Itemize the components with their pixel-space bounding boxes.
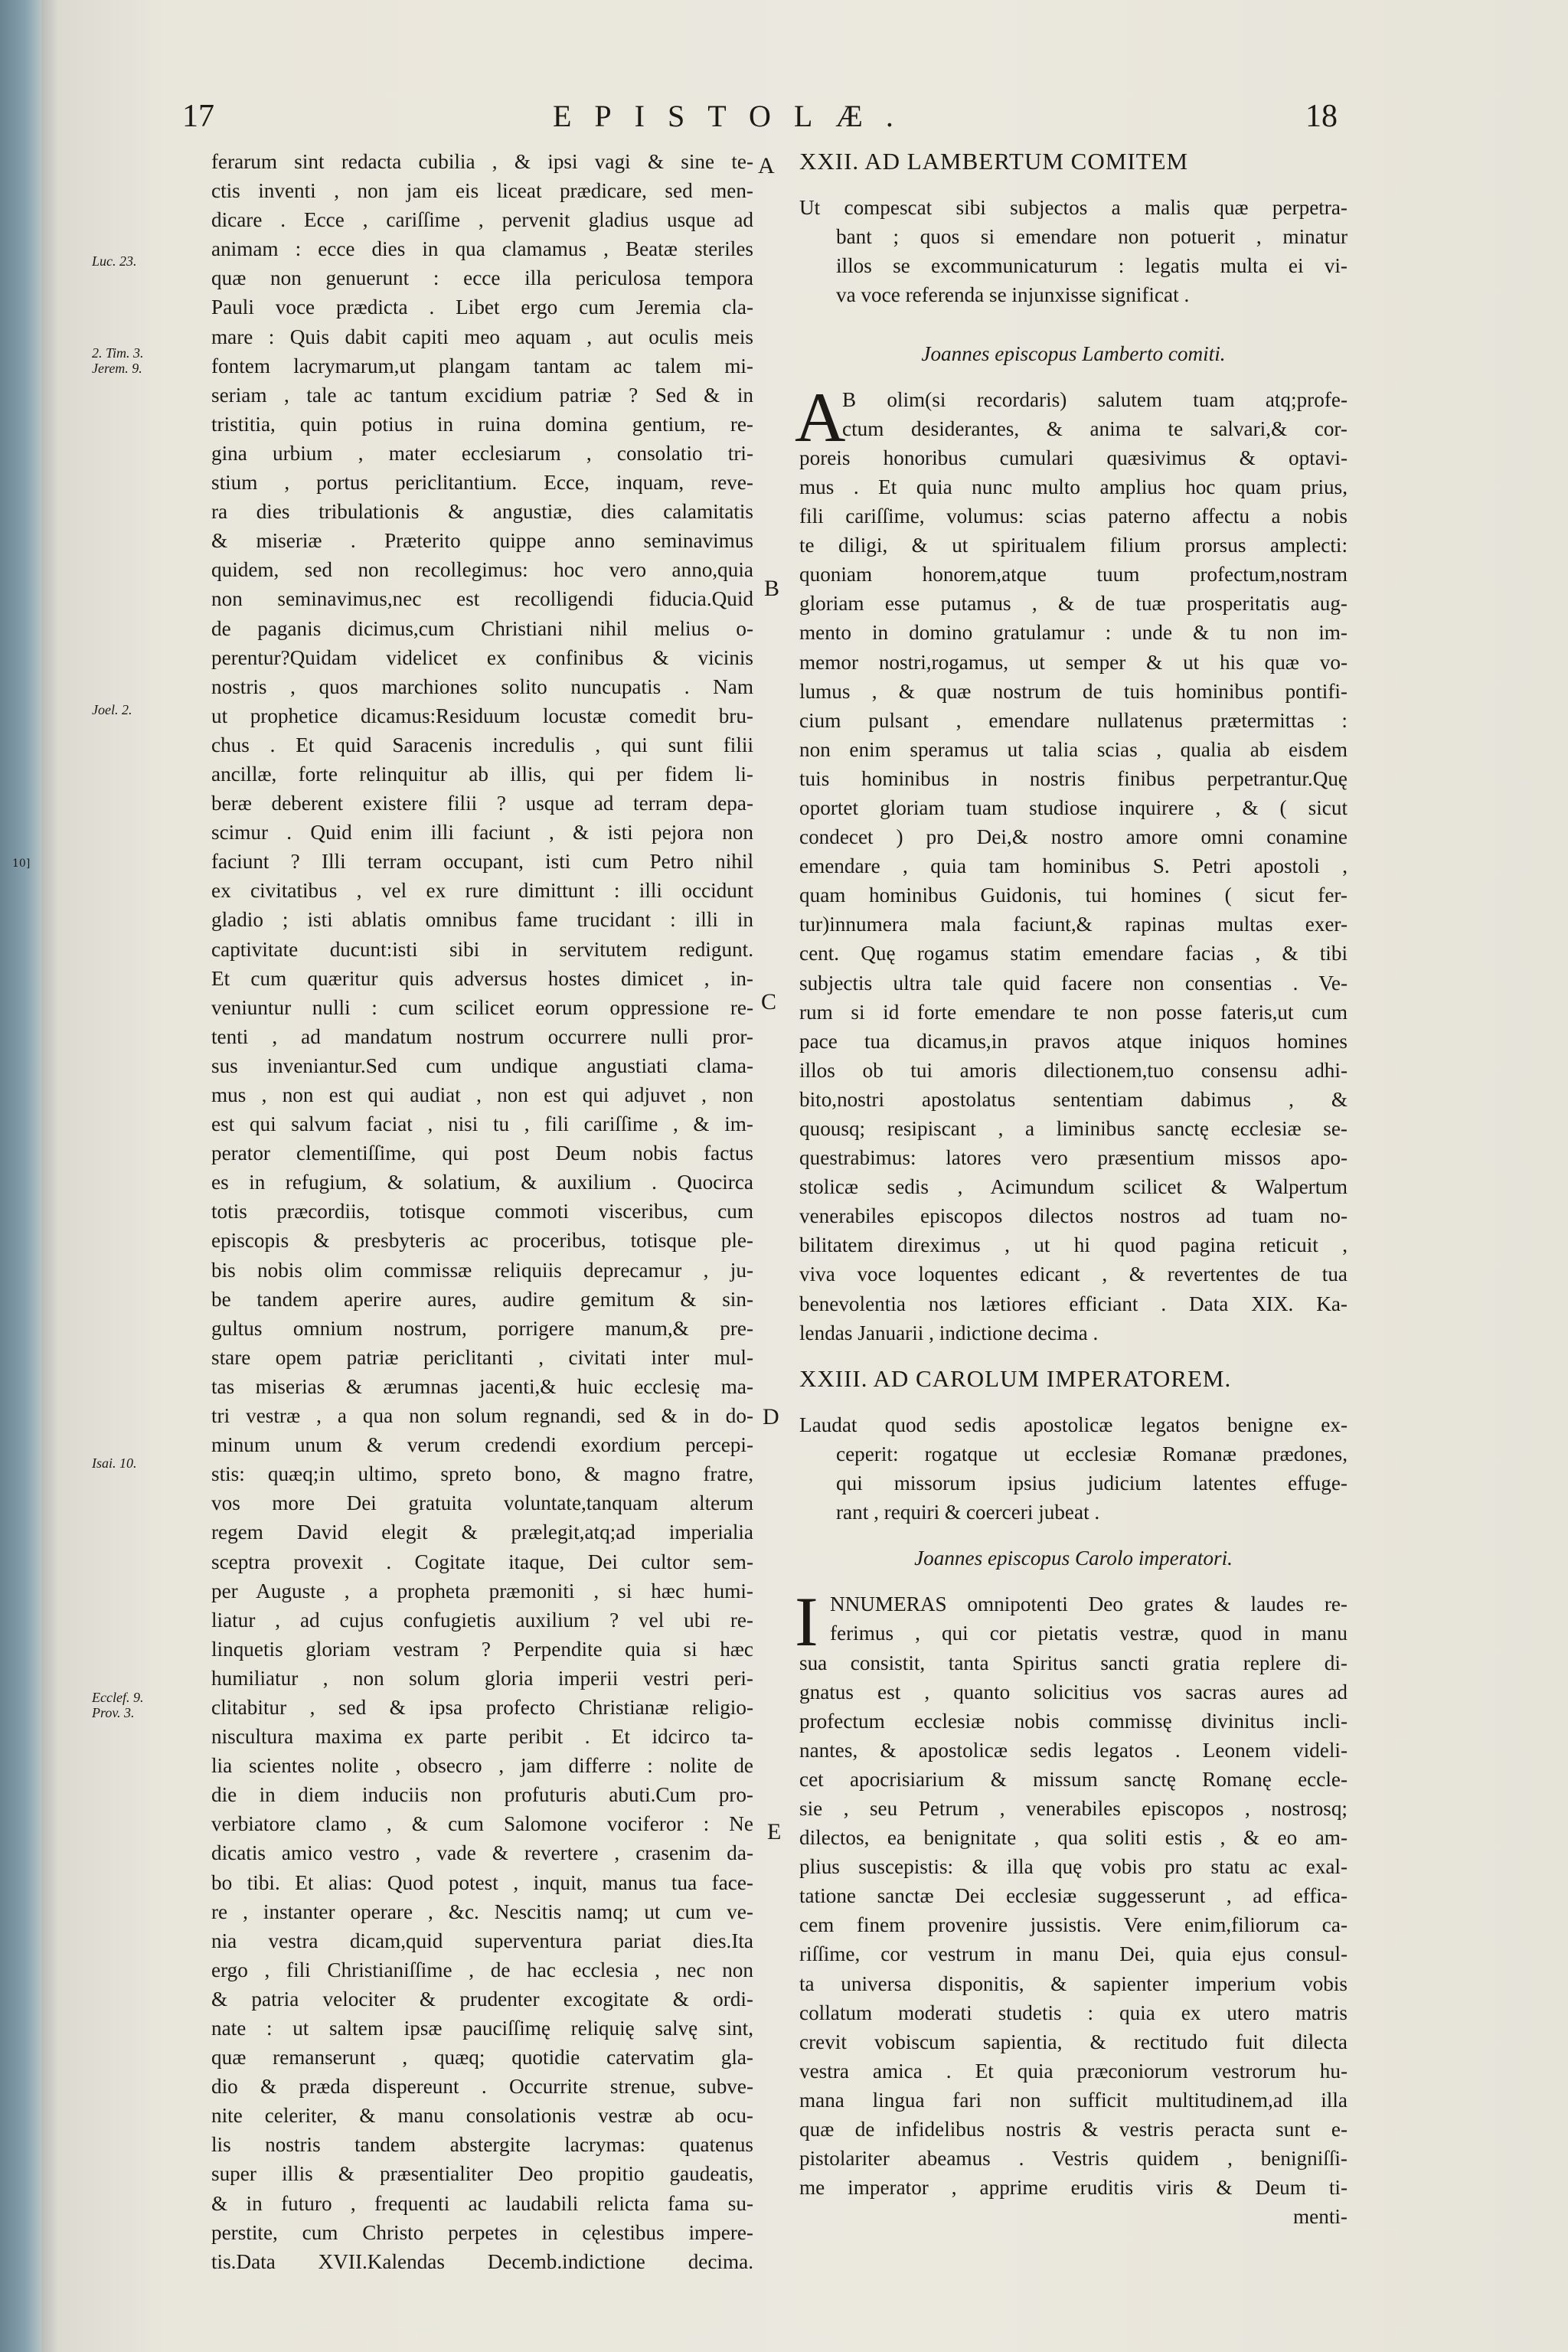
text-line: dicare . Ecce , cariſſime , pervenit gladius usque ad: [211, 208, 753, 232]
summary-line: bant ; quos si emendare non potuerit , minatur: [836, 225, 1348, 249]
page-gutter-shadow: [41, 0, 58, 2352]
text-line: super illis & præsentialiter Deo propitio gaudeatis,: [211, 2162, 753, 2186]
text-line: ta universa disponitis, & sapienter imperium vobis: [799, 1971, 1348, 1995]
text-line: die in diem induciis non profuturis abuti.Cum pro-: [211, 1783, 753, 1807]
text-line: subjectis ultra tale quid facere non consentias . Ve-: [799, 971, 1348, 995]
text-line: mus , non est qui audiat , non est qui adjuvet , non: [211, 1083, 753, 1106]
page-number-left: 17: [182, 99, 214, 134]
text-line: fili cariſſime, volumus: scias paterno affectu a nobis: [799, 505, 1348, 528]
text-line: seriam , tale ac tantum excidium patriæ ? Sed & in: [211, 383, 753, 407]
text-line: pace tua dicamus,in pravos atque iniquos homines: [799, 1029, 1348, 1053]
text-line: plius suscepistis: & illa quę vobis pro statu ac exal-: [799, 1855, 1348, 1879]
text-line: quousq; resipiscant , a liminibus sanctę ecclesiæ se-: [799, 1117, 1348, 1140]
summary-line: illos se excommunicaturum : legatis multa ei vi-: [836, 254, 1348, 278]
text-line: stare opem patriæ periclitanti , civitati inter mul-: [211, 1345, 753, 1369]
text-line: sus inveniantur.Sed cum undique angustiati clama-: [211, 1054, 753, 1077]
summary-line: Laudat quod sedis apostolicæ legatos benigne ex-: [799, 1413, 1348, 1436]
text-line: mana lingua fari non sufficit multitudinem,ad illa: [799, 2088, 1348, 2112]
drop-cap: I: [795, 1583, 818, 1661]
text-line: stolicæ sedis , Acimundum scilicet & Walpertum: [799, 1175, 1348, 1199]
text-line: per Auguste , a propheta præmoniti , si hæc humi-: [211, 1579, 753, 1602]
text-line: cium pulsant , emendare nullatenus prætermittas :: [799, 708, 1348, 732]
text-line: ancillæ, forte relinquitur ab illis, qui per fidem li-: [211, 762, 753, 786]
text-line: liatur , ad cujus confugietis auxilium ? vel ubi re-: [211, 1608, 753, 1632]
text-line: quæ remanserunt , quæq; quotidie catervatim gla-: [211, 2046, 753, 2069]
section-mark-e: E: [767, 1819, 782, 1844]
text-line: be tandem aperire aures, audire gemitum & sin-: [211, 1287, 753, 1311]
letter-23-salutation: Joannes episcopus Carolo imperatori.: [914, 1547, 1233, 1570]
section-mark-d: D: [763, 1404, 779, 1429]
text-line: lis nostris tandem abstergite lacrymas: quatenus: [211, 2133, 753, 2157]
text-line: fontem lacrymarum,ut plangam tantam ac talem mi-: [211, 354, 753, 377]
text-line: crevit vobiscum sapientia, & rectitudo fuit dilecta: [799, 2030, 1348, 2053]
text-line: perstite, cum Christo perpetes in cęlestibus impere-: [211, 2220, 753, 2244]
text-line: questrabimus: latores vero præsentium missos apo-: [799, 1146, 1348, 1170]
text-line: illos ob tui amoris dilectionem,tuo consensu adhi-: [799, 1058, 1348, 1082]
text-line: cent. Quę rogamus statim emendare facias , & tibi: [799, 942, 1348, 965]
text-line: beræ deberent existere filii ? usque ad terram depa-: [211, 792, 753, 815]
text-line: collatum moderati studetis : quia ex utero matris: [799, 2001, 1348, 2024]
letter-22-body: [795, 377, 1348, 1348]
text-line: dicatis amico vestro , vade & revertere , crasenim da-: [211, 1841, 753, 1865]
text-line: mare : Quis dabit capiti meo aquam , aut oculis meis: [211, 325, 753, 348]
text-line: totis præcordiis, totisque commoti visceribus, cum: [211, 1200, 753, 1223]
text-line: de paganis dicimus,cum Christiani nihil melius o-: [211, 616, 753, 640]
summary-line: va voce referenda se injunxisse significat .: [836, 283, 1190, 307]
text-line: viva voce loquentes edicant , & revertentes de tua: [799, 1263, 1348, 1286]
catchword: menti-: [1293, 2205, 1348, 2229]
text-line: Pauli voce prædicta . Libet ergo cum Jeremia cla-: [211, 296, 753, 319]
letter-22-title: XXII. AD LAMBERTUM COMITEM: [799, 148, 1189, 175]
drop-cap: A: [795, 377, 846, 456]
text-line: te diligi, & ut spiritualem filium prorsus amplecti:: [799, 534, 1348, 557]
text-line: sceptra provexit . Cogitate itaque, Dei cultor sem-: [211, 1550, 753, 1573]
text-line: es in refugium, & solatium, & auxilium . Quocirca: [211, 1171, 753, 1194]
text-line: sua consistit, tanta Spiritus sancti gratia replere di-: [799, 1651, 1348, 1674]
margin-note: Prov. 3.: [92, 1705, 135, 1720]
text-line: pistolariter abeamus . Vestris quidem , benigniſſi-: [799, 2147, 1348, 2171]
text-line: ferimus , qui cor pietatis vestræ, quod in manu: [830, 1622, 1348, 1645]
margin-note: Luc. 23.: [92, 253, 137, 269]
text-line: bito,nostri apostolatus sententiam dabimus , &: [799, 1087, 1348, 1111]
text-line: memor nostri,rogamus, ut semper & ut his quæ vo-: [799, 650, 1348, 674]
text-line: niscultura maxima ex parte peribit . Et idcirco ta-: [211, 1725, 753, 1749]
text-line: nia vestra dicam,quid superventura pariat dies.Ita: [211, 1929, 753, 1952]
text-line: animam : ecce dies in qua clamamus , Beatæ steriles: [211, 237, 753, 261]
text-line: tenti , ad mandatum nostrum occurrere nulli pror-: [211, 1024, 753, 1048]
text-line: ex civitatibus , vel ex rure dimittunt : illi occidunt: [211, 879, 753, 903]
text-line: quam hominibus Guidonis, tui homines ( sicut fer-: [799, 884, 1348, 907]
text-line: captivitate ducunt:isti sibi in servitutem redigunt.: [211, 937, 753, 961]
left-column: [211, 147, 753, 2276]
text-line: quæ non genuerunt : ecce illa periculosa tempora: [211, 266, 753, 290]
text-line: gloriam esse putamus , & de tuæ prosperitatis aug-: [799, 592, 1348, 616]
letter-23-body: [795, 1583, 1348, 2202]
text-line: nantes, & apostolicæ sedis legatos . Leonem videli-: [799, 1738, 1348, 1762]
text-line: tur)innumera mala faciunt,& rapinas multas exer-: [799, 913, 1348, 936]
text-line: dio & præda dispereunt . Occurrite strenue, subve-: [211, 2075, 753, 2099]
text-line: quoniam honorem,atque tuum profectum,nostram: [799, 563, 1348, 586]
text-line: riſſime, cor vestrum in manu Dei, quia ejus consul-: [799, 1942, 1348, 1966]
text-line: tuis hominibus in nostris finibus perpetrantur.Quę: [799, 766, 1348, 790]
text-line: ctum desiderantes, & anima te salvari,& cor-: [842, 416, 1348, 440]
text-line: me imperator , apprime eruditis viris & Deum ti-: [799, 2176, 1348, 2200]
text-line: linquetis gloriam vestram ? Perpendite quia si hæc: [211, 1637, 753, 1661]
text-line: nite celeriter, & manu consolationis vestræ ab ocu-: [211, 2104, 753, 2128]
text-line: lendas Januarii , indictione decima .: [799, 1321, 1099, 1344]
text-line: cet apocrisiarium & missum sanctę Romanę eccle-: [799, 1767, 1348, 1791]
text-line: ergo , fili Christianiſſime , de hac ecclesia , nec non: [211, 1958, 753, 1981]
text-line: venerabiles episcopos dilectos nostros ad tuam no-: [799, 1204, 1348, 1228]
text-line: tristitia, quin potius in ruina domina gentium, re-: [211, 412, 753, 436]
section-mark-c: C: [761, 989, 777, 1014]
text-line: vos more Dei gratuita voluntate,tanquam alterum: [211, 1491, 753, 1515]
text-line: cem finem provenire jussistis. Vere enim,filiorum ca-: [799, 1913, 1348, 1937]
text-line: tatione sanctæ Dei ecclesiæ suggesserunt , ad effica-: [799, 1884, 1348, 1908]
text-line: scimur . Quid enim illi faciunt , & isti pejora non: [211, 821, 753, 844]
text-line: nostris , quos marchiones solito nuncupatis . Nam: [211, 675, 753, 698]
text-line: non enim speramus ut talia scias , qualia ab eisdem: [799, 737, 1348, 761]
text-line: ctis inventi , non jam eis liceat prædicare, sed men-: [211, 179, 753, 203]
text-line: profectum ecclesiæ nobis commissę divinitus incli-: [799, 1709, 1348, 1733]
summary-line: qui missorum ipsius judicium latentes effuge-: [836, 1472, 1348, 1495]
text-line: emendare , quia tam hominibus S. Petri apostoli ,: [799, 854, 1348, 878]
summary-line: rant , requiri & coerceri jubeat .: [836, 1501, 1100, 1524]
text-line: stium , portus periclitantium. Ecce, inquam, reve-: [211, 471, 753, 495]
text-line: nate : ut saltem ipsæ pauciſſimę reliquię salvę sint,: [211, 2017, 753, 2040]
text-line: mus . Et quia nunc multo amplius hoc quam prius,: [799, 475, 1348, 498]
margin-note: Jerem. 9.: [92, 361, 142, 376]
text-line: Et cum quæritur quis adversus hostes dimicet , in-: [211, 966, 753, 990]
text-line: mento in domino gratulamur : unde & tu non im-: [799, 621, 1348, 645]
text-line: lia scientes nolite , obsecro , jam differre : nolite de: [211, 1754, 753, 1778]
text-line: benevolentia nos lætiores efficiant . Data XIX. Ka-: [799, 1292, 1348, 1315]
text-line: condecet ) pro Dei,& nostro amore omni conamine: [799, 825, 1348, 849]
letter-22-salutation: Joannes episcopus Lamberto comiti.: [921, 341, 1226, 365]
text-line: NNUMERAS omnipotenti Deo grates & laudes re-: [830, 1592, 1348, 1616]
text-line: minum unum & verum credendi exordium percepi-: [211, 1433, 753, 1457]
text-line: regem David elegit & prælegit,atq;ad imperialia: [211, 1521, 753, 1544]
section-mark-b: B: [764, 576, 780, 601]
text-line: chus . Et quid Saracenis incredulis , qui sunt filii: [211, 733, 753, 756]
text-line: perentur?Quidam videlicet ex confinibus & vicinis: [211, 645, 753, 669]
text-line: sie , seu Petrum , venerabiles episcopos , nostrosq;: [799, 1796, 1348, 1820]
text-line: veniuntur nulli : cum scilicet eorum oppressione re-: [211, 995, 753, 1019]
right-column: [795, 147, 1348, 2231]
margin-note: Ecclef. 9.: [92, 1690, 144, 1705]
text-line: stis: quæq;in ultimo, spreto bono, & magno fratre,: [211, 1462, 753, 1486]
text-line: non seminavimus,nec est recolligendi fiducia.Quid: [211, 587, 753, 611]
text-line: & in futuro , frequenti ac laudabili relicta fama su-: [211, 2191, 753, 2215]
text-line: quæ de infidelibus nostris & vestris peracta sunt e-: [799, 2118, 1348, 2141]
summary-line: Ut compescat sibi subjectos a malis quæ perpetra-: [799, 196, 1348, 220]
text-line: gina urbium , mater ecclesiarum , consolatio tri-: [211, 441, 753, 465]
text-line: tri vestræ , a qua non solum regnandi, sed & in do-: [211, 1404, 753, 1428]
text-line: humiliatur , non solum gloria imperii vestri peri-: [211, 1666, 753, 1690]
section-mark-a: A: [758, 153, 775, 178]
text-line: dilectos, ea benignitate , qua soliti estis , & eo am-: [799, 1826, 1348, 1850]
running-title: EPISTOLÆ.: [553, 99, 916, 133]
text-line: lumus , & quæ nostrum de tuis hominibus pontifi-: [799, 679, 1348, 703]
text-line: bis nobis olim commissæ reliquiis deprecamur , ju-: [211, 1258, 753, 1282]
text-line: vestra amica . Et quia præconiorum vestrorum hu-: [799, 2059, 1348, 2082]
margin-note: Joel. 2.: [92, 702, 132, 717]
margin-note: 2. Tim. 3.: [92, 345, 144, 361]
text-line: & patria velociter & prudenter excogitate & ordi-: [211, 1987, 753, 2011]
text-line: rum si id forte emendare te non posse fateris,ut cum: [799, 1000, 1348, 1024]
text-line: B olim(si recordaris) salutem tuam atq;profe-: [842, 387, 1348, 411]
text-line: gnatus est , quanto solicitius vos sacras aures ad: [799, 1680, 1348, 1704]
text-line: ut prophetice dicamus:Residuum locustæ comedit bru-: [211, 704, 753, 727]
stray-mark: 10]: [12, 858, 31, 870]
text-line: poreis honoribus cumulari quæsivimus & optavi-: [799, 446, 1348, 469]
background-strip: [0, 0, 41, 2352]
text-line: clitabitur , sed & ipsa profecto Christianæ religio-: [211, 1695, 753, 1719]
text-line: tas miserias & ærumnas jacenti,& huic ecclesię ma-: [211, 1374, 753, 1398]
page-number-right: 18: [1305, 99, 1338, 134]
text-line: ferarum sint redacta cubilia , & ipsi vagi & sine te-: [211, 150, 753, 173]
text-line: oportet gloriam tuam studiose inquirere , & ( sicut: [799, 795, 1348, 819]
text-line: perator clementiſſime, qui post Deum nobis factus: [211, 1142, 753, 1165]
text-line: tis.Data XVII.Kalendas Decemb.indictione decima.: [211, 2249, 753, 2273]
text-line: bo tibi. Et alias: Quod potest , inquit, manus tua face-: [211, 1870, 753, 1894]
text-line: gladio ; isti ablatis omnibus fame trucidant : illi in: [211, 908, 753, 932]
text-line: bilitatem direximus , ut hi quod pagina reticuit ,: [799, 1233, 1348, 1257]
text-line: episcopis & presbyteris ac proceribus, totisque ple-: [211, 1229, 753, 1253]
text-line: gultus omnium nostrum, porrigere manum,& pre-: [211, 1316, 753, 1340]
text-line: faciunt ? Illi terram occupant, isti cum Petro nihil: [211, 850, 753, 874]
text-line: ra dies tribulationis & angustiæ, dies calamitatis: [211, 500, 753, 524]
text-line: quidem, sed non recollegimus: hoc vero anno,quia: [211, 558, 753, 582]
text-line: re , instanter operare , &c. Nescitis namq; ut cum ve-: [211, 1900, 753, 1923]
margin-note: Isai. 10.: [92, 1455, 137, 1471]
summary-line: ceperit: rogatque ut ecclesiæ Romanæ prædones,: [836, 1442, 1348, 1465]
text-line: verbiatore clamo , & cum Salomone vociferor : Ne: [211, 1812, 753, 1836]
letter-23-title: XXIII. AD CAROLUM IMPERATOREM.: [799, 1364, 1232, 1392]
text-line: est qui salvum faciat , nisi tu , fili cariſſime , & im-: [211, 1112, 753, 1136]
text-line: & miseriæ . Præterito quippe anno seminavimus: [211, 529, 753, 553]
